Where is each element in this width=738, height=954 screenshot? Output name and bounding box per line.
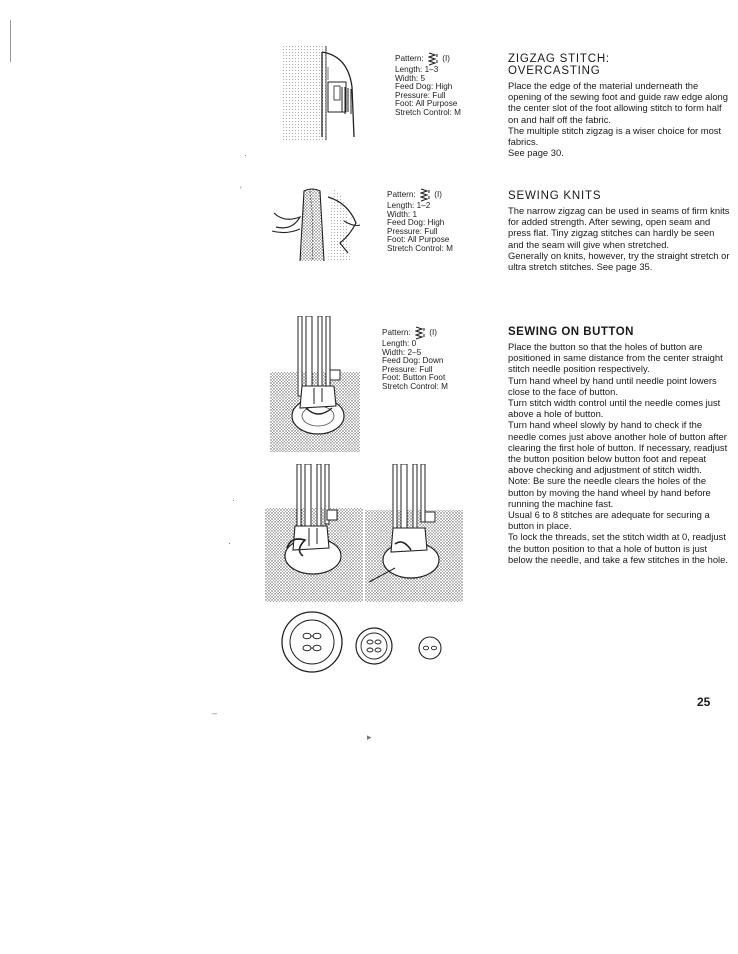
button-foot-illustration [270, 316, 362, 452]
pattern-label: Pattern: [382, 328, 411, 338]
paragraph: The multiple stitch zigzag is a wiser choice for most fabrics. [508, 124, 722, 148]
paragraph: Turn hand wheel by hand until needle point lowers close to the face of button. [508, 374, 717, 397]
pattern-label: Pattern: [387, 190, 416, 200]
section-body [508, 205, 732, 272]
pattern-row [387, 188, 453, 202]
setting-line: Foot: All Purpose [395, 99, 458, 109]
page-number: 25 [697, 695, 711, 709]
section-body [508, 80, 732, 158]
setting-line: Foot: All Purpose [387, 235, 450, 245]
setting-line: Stretch Control: M [387, 243, 453, 253]
button-types-illustration [278, 608, 458, 676]
setting-line: Pressure: Full [382, 364, 433, 374]
paragraph: Turn hand wheel slowly by hand to check if the needle comes just above another hole of button after clearing the first hole of button. If necessary, readjust the button position below button foot and repeat above checking and adjustment of stitch width. [508, 419, 728, 476]
setting-line: Feed Dog: High [395, 82, 453, 92]
settings-block-overcasting [395, 52, 461, 118]
overcasting-illustration [282, 42, 374, 142]
paragraph: See page 30. [508, 147, 564, 159]
settings-block-button [382, 326, 448, 392]
paragraph: Usual 6 to 8 stitches are adequate for securing a button in place. [508, 509, 710, 532]
pattern-label: Pattern: [395, 54, 424, 64]
sewing-knits-illustration [270, 183, 370, 263]
section-title: ZIGZAG STITCH: OVERCASTING [508, 53, 610, 77]
margin-speck: · [244, 150, 247, 160]
setting-line: Feed Dog: Down [382, 356, 444, 366]
setting-line: Width: 2–5 [382, 347, 422, 357]
multi-zigzag-pattern-icon [420, 188, 430, 202]
margin-speck: · [228, 538, 231, 548]
setting-line: Pressure: Full [387, 226, 438, 236]
button-sewing-left-illustration [265, 464, 365, 602]
setting-line: Feed Dog: High [387, 218, 445, 228]
pattern-suffix: (I) [442, 54, 450, 64]
pattern-row [382, 326, 448, 340]
setting-line: Length: 0 [382, 339, 417, 348]
setting-line: Width: 5 [395, 73, 426, 83]
paragraph: The narrow zigzag can be used in seams of firm knits for added strength. After sewing, open seam and press flat. Tiny zigzag stitches can hardly be seen and the seam will give when stretched. [508, 205, 730, 250]
setting-line: Length: 1–2 [387, 201, 431, 210]
multi-zigzag-pattern-icon [428, 52, 438, 66]
paragraph: To lock the threads, set the stitch width at 0, readjust the button position to that a hole of button is just below the needle, and take a few stitches in the hole. [508, 531, 728, 565]
paragraph: Note: Be sure the needle clears the holes of the button by moving the hand wheel by hand before running the machine fast. [508, 475, 711, 509]
paragraph: Generally on knits, however, try the straight stretch or ultra stretch stitches. See page 35. [508, 249, 730, 273]
pattern-suffix: (I) [429, 328, 437, 338]
section-sewing-on-button [508, 326, 732, 565]
multi-zigzag-pattern-icon [415, 326, 425, 340]
section-body [508, 341, 732, 565]
button-sewing-right-illustration [365, 464, 465, 602]
setting-line: Stretch Control: M [395, 107, 461, 117]
setting-line: Foot: Button Foot [382, 373, 446, 383]
margin-speck: · [232, 495, 235, 505]
setting-line: Width: 1 [387, 209, 418, 219]
settings-block-knits [387, 188, 453, 254]
pattern-row [395, 52, 461, 66]
section-title: SEWING ON BUTTON [508, 326, 634, 338]
pattern-suffix: (I) [434, 190, 442, 200]
margin-line [10, 20, 11, 62]
margin-speck: ' [240, 185, 242, 195]
section-overcasting [508, 53, 732, 158]
setting-line: Length: 1–3 [395, 65, 439, 74]
setting-line: Stretch Control: M [382, 381, 448, 391]
paragraph: Turn stitch width control until the needle comes just above a hole of button. [508, 397, 721, 420]
margin-speck: – [212, 708, 218, 718]
section-sewing-knits [508, 190, 732, 272]
section-title: SEWING KNITS [508, 190, 602, 202]
margin-speck: ▸ [367, 732, 372, 742]
paragraph: Place the edge of the material underneath the opening of the sewing foot and guide raw edge along the center slot of the foot allowing stitch to form half on and half off the fabric. [508, 80, 728, 125]
setting-line: Pressure: Full [395, 90, 446, 100]
paragraph: Place the button so that the holes of button are positioned in same distance from the center straight stitch needle position respectively. [508, 341, 723, 375]
